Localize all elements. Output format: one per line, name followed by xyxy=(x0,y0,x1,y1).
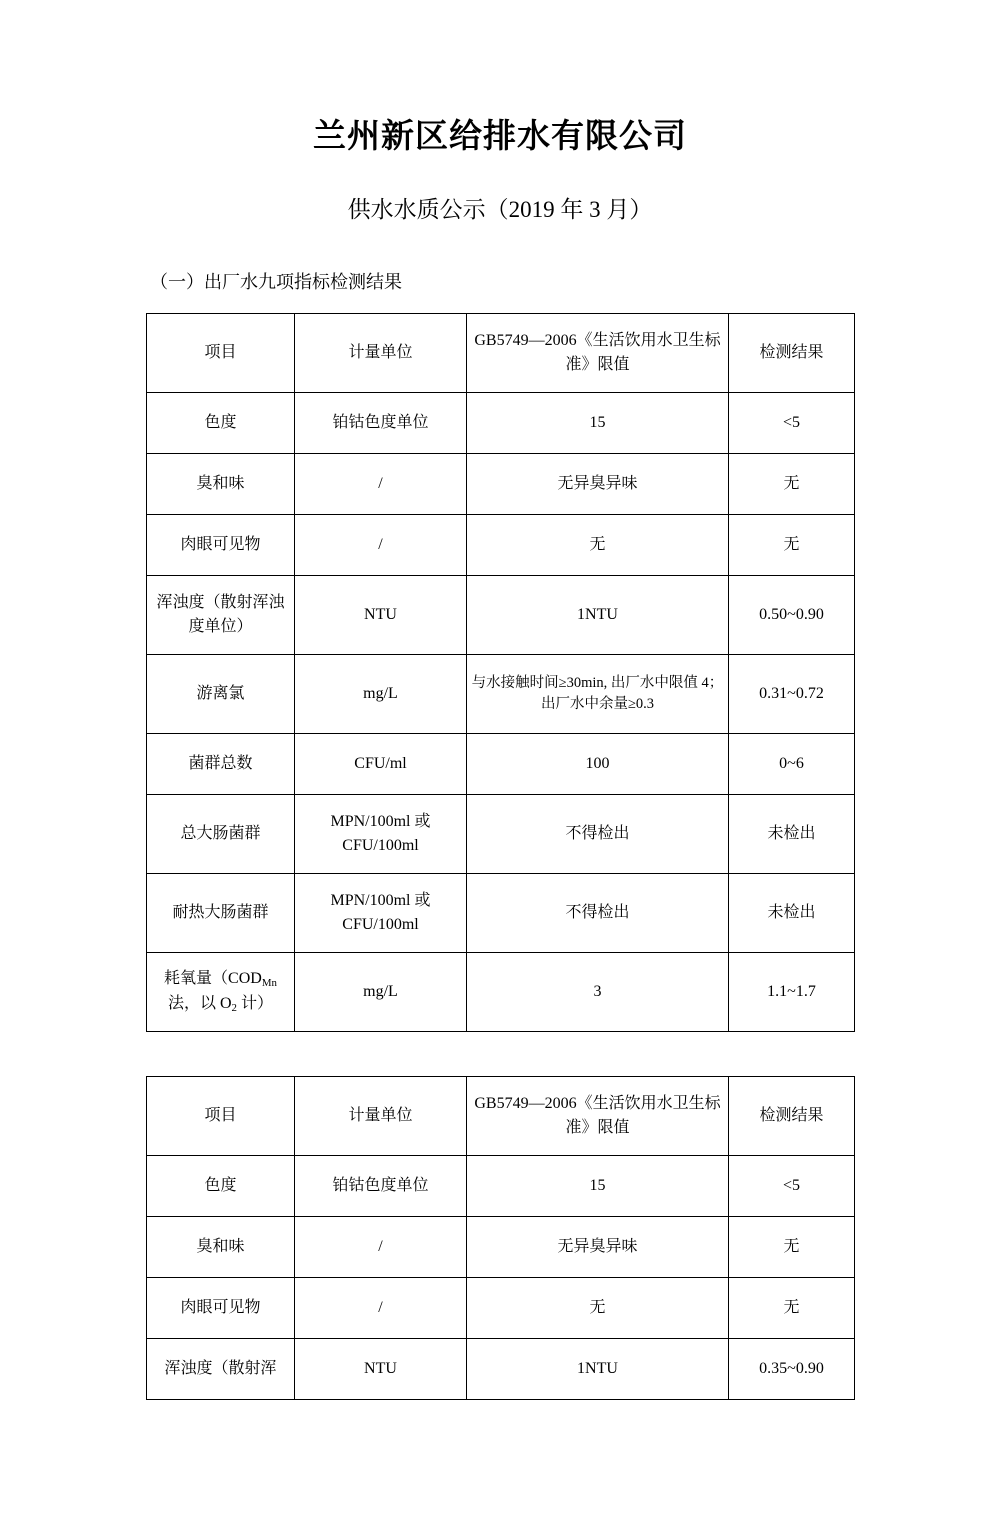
table-row xyxy=(147,1338,855,1399)
column-header-result: 检测结果 xyxy=(729,313,855,392)
cell-limit: 无 xyxy=(467,1277,729,1338)
cell-unit: / xyxy=(295,514,467,575)
cell-limit: 15 xyxy=(467,1155,729,1216)
page-subtitle: 供水水质公示（2019 年 3 月） xyxy=(347,196,653,222)
cell-item: 浑浊度（散射浑浊度单位） xyxy=(147,575,295,654)
table-header-row xyxy=(147,313,855,392)
cell-result: 无 xyxy=(729,514,855,575)
cell-item: 耐热大肠菌群 xyxy=(147,873,295,952)
table-row xyxy=(147,1277,855,1338)
cell-item: 耗氧量（$COD_{Mn}$ 法，以 $O_2$ 计） xyxy=(147,952,295,1031)
cell-unit: mg/L xyxy=(295,952,467,1031)
table-row xyxy=(147,575,855,654)
column-header-unit: 计量单位 xyxy=(295,313,467,392)
cell-limit: 与水接触时间≥30min, 出厂水中限值 4；出厂水中余量≥0.3 xyxy=(467,654,729,733)
section-heading-one: （一）出厂水九项指标检测结果 xyxy=(150,272,402,293)
cell-unit: MPN/100ml 或 CFU/100ml xyxy=(295,873,467,952)
cell-result: <5 xyxy=(729,392,855,453)
cell-item: 臭和味 xyxy=(147,1216,295,1277)
cell-item: 游离氯 xyxy=(147,654,295,733)
column-header-item: 项目 xyxy=(147,1076,295,1155)
cell-limit: 不得检出 xyxy=(467,873,729,952)
cell-limit: 无 xyxy=(467,514,729,575)
cell-item: 臭和味 xyxy=(147,453,295,514)
column-header-limit: GB5749—2006《生活饮用水卫生标准》限值 xyxy=(467,1076,729,1155)
cell-unit: / xyxy=(295,1216,467,1277)
column-header-limit: GB5749—2006《生活饮用水卫生标准》限值 xyxy=(467,313,729,392)
cell-limit: 1NTU xyxy=(467,1338,729,1399)
cell-result: 无 xyxy=(729,1216,855,1277)
cell-item: 浑浊度（散射浑 xyxy=(147,1338,295,1399)
factory-water-results-table xyxy=(146,313,855,1032)
cell-result: 无 xyxy=(729,1277,855,1338)
table-header-row xyxy=(147,1076,855,1155)
cell-limit: 3 xyxy=(467,952,729,1031)
cell-limit: 1NTU xyxy=(467,575,729,654)
cell-result: 无 xyxy=(729,453,855,514)
document-page xyxy=(0,118,1000,1532)
cell-item: 色度 xyxy=(147,1155,295,1216)
table-row xyxy=(147,1155,855,1216)
cell-result: 0.50~0.90 xyxy=(729,575,855,654)
column-header-result: 检测结果 xyxy=(729,1076,855,1155)
cell-item: 菌群总数 xyxy=(147,733,295,794)
table-row xyxy=(147,873,855,952)
cell-limit: 不得检出 xyxy=(467,794,729,873)
table-row xyxy=(147,952,855,1031)
table-row xyxy=(147,514,855,575)
cell-item: 肉眼可见物 xyxy=(147,1277,295,1338)
column-header-unit: 计量单位 xyxy=(295,1076,467,1155)
cell-unit: NTU xyxy=(295,575,467,654)
cell-limit: 15 xyxy=(467,392,729,453)
cell-result: 未检出 xyxy=(729,794,855,873)
cell-item: 总大肠菌群 xyxy=(147,794,295,873)
table-row xyxy=(147,1216,855,1277)
cell-unit: / xyxy=(295,453,467,514)
table-row xyxy=(147,733,855,794)
cell-result: 0.35~0.90 xyxy=(729,1338,855,1399)
cell-result: 0~6 xyxy=(729,733,855,794)
table-row xyxy=(147,794,855,873)
pipeline-water-results-table xyxy=(146,1076,855,1400)
cell-item: 肉眼可见物 xyxy=(147,514,295,575)
table-row xyxy=(147,654,855,733)
cell-result: 1.1~1.7 xyxy=(729,952,855,1031)
cell-unit: mg/L xyxy=(295,654,467,733)
cell-limit: 无异臭异味 xyxy=(467,453,729,514)
page-title: 兰州新区给排水有限公司 xyxy=(313,119,687,155)
cell-result: 未检出 xyxy=(729,873,855,952)
cell-unit: 铂钴色度单位 xyxy=(295,392,467,453)
cell-unit: MPN/100ml 或 CFU/100ml xyxy=(295,794,467,873)
cell-result: <5 xyxy=(729,1155,855,1216)
table-row xyxy=(147,453,855,514)
table-row xyxy=(147,392,855,453)
cell-item: 色度 xyxy=(147,392,295,453)
cell-unit: CFU/ml xyxy=(295,733,467,794)
cell-limit: 无异臭异味 xyxy=(467,1216,729,1277)
cell-unit: / xyxy=(295,1277,467,1338)
cell-unit: 铂钴色度单位 xyxy=(295,1155,467,1216)
cell-limit: 100 xyxy=(467,733,729,794)
cell-result: 0.31~0.72 xyxy=(729,654,855,733)
column-header-item: 项目 xyxy=(147,313,295,392)
cell-unit: NTU xyxy=(295,1338,467,1399)
